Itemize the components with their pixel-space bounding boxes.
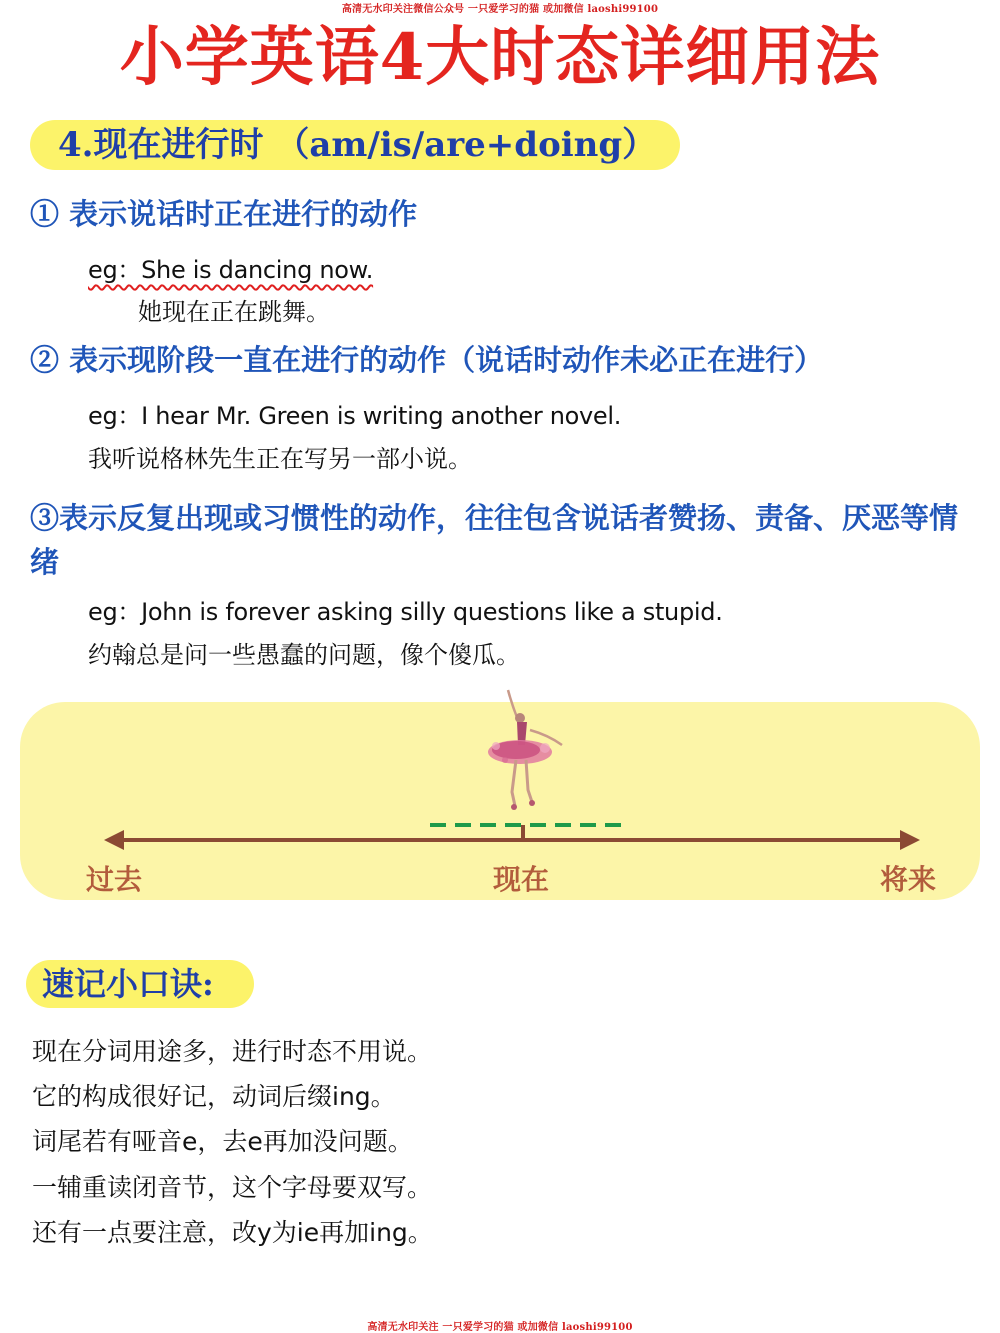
page-title: 小学英语4大时态详细用法 <box>119 20 881 95</box>
watermark-bottom: 高清无水印关注 一只爱学习的猫 或加微信 laoshi99100 <box>367 1322 633 1333</box>
mnemonic-line: 还有一点要注意，改y为ie再加ing。 <box>32 1218 433 1247</box>
rule-2-example-en: eg：I hear Mr. Green is writing another novel. <box>88 402 622 430</box>
mnemonic-line: 词尾若有哑音e，去e再加没问题。 <box>32 1127 413 1156</box>
rule-1-example-en-text: eg：She is dancing now. <box>88 256 374 284</box>
rule-3-heading: ③表示反复出现或习惯性的动作，往往包含说话者赞扬、责备、厌恶等情绪 <box>30 501 959 579</box>
timeline-arrow-right <box>900 830 920 850</box>
mnemonic-title: 速记小口诀: <box>42 965 214 1003</box>
mnemonic-line: 一辅重读闭音节，这个字母要双写。 <box>32 1173 433 1202</box>
timeline-label-past: 过去 <box>86 863 143 896</box>
rule-3-example-en: eg：John is forever asking silly questions like a stupid. <box>88 598 723 626</box>
rule-1-example-cn: 她现在正在跳舞。 <box>138 298 330 326</box>
timeline-label-now: 现在 <box>493 863 550 896</box>
mnemonic-line: 它的构成很好记，动词后缀ing。 <box>32 1082 396 1111</box>
rule-1-example-en <box>88 250 373 285</box>
mnemonic-line: 现在分词用途多，进行时态不用说。 <box>32 1037 433 1066</box>
rule-2-heading: ② 表示现阶段一直在进行的动作（说话时动作未必正在进行） <box>30 343 824 377</box>
rule-3-example-cn: 约翰总是问一些愚蠢的问题，像个傻瓜。 <box>88 641 520 669</box>
ballerina-icon <box>488 690 562 810</box>
watermark-top: 高清无水印关注微信公众号 一只爱学习的猫 或加微信 laoshi99100 <box>341 4 659 15</box>
timeline-arrow-left <box>104 830 124 850</box>
rule-1-heading: ① 表示说话时正在进行的动作 <box>30 197 418 231</box>
rule-2-example-cn: 我听说格林先生正在写另一部小说。 <box>88 445 472 473</box>
section-title: 4.现在进行时 （am/is/are+doing） <box>58 125 657 165</box>
timeline-label-future: 将来 <box>880 863 937 896</box>
